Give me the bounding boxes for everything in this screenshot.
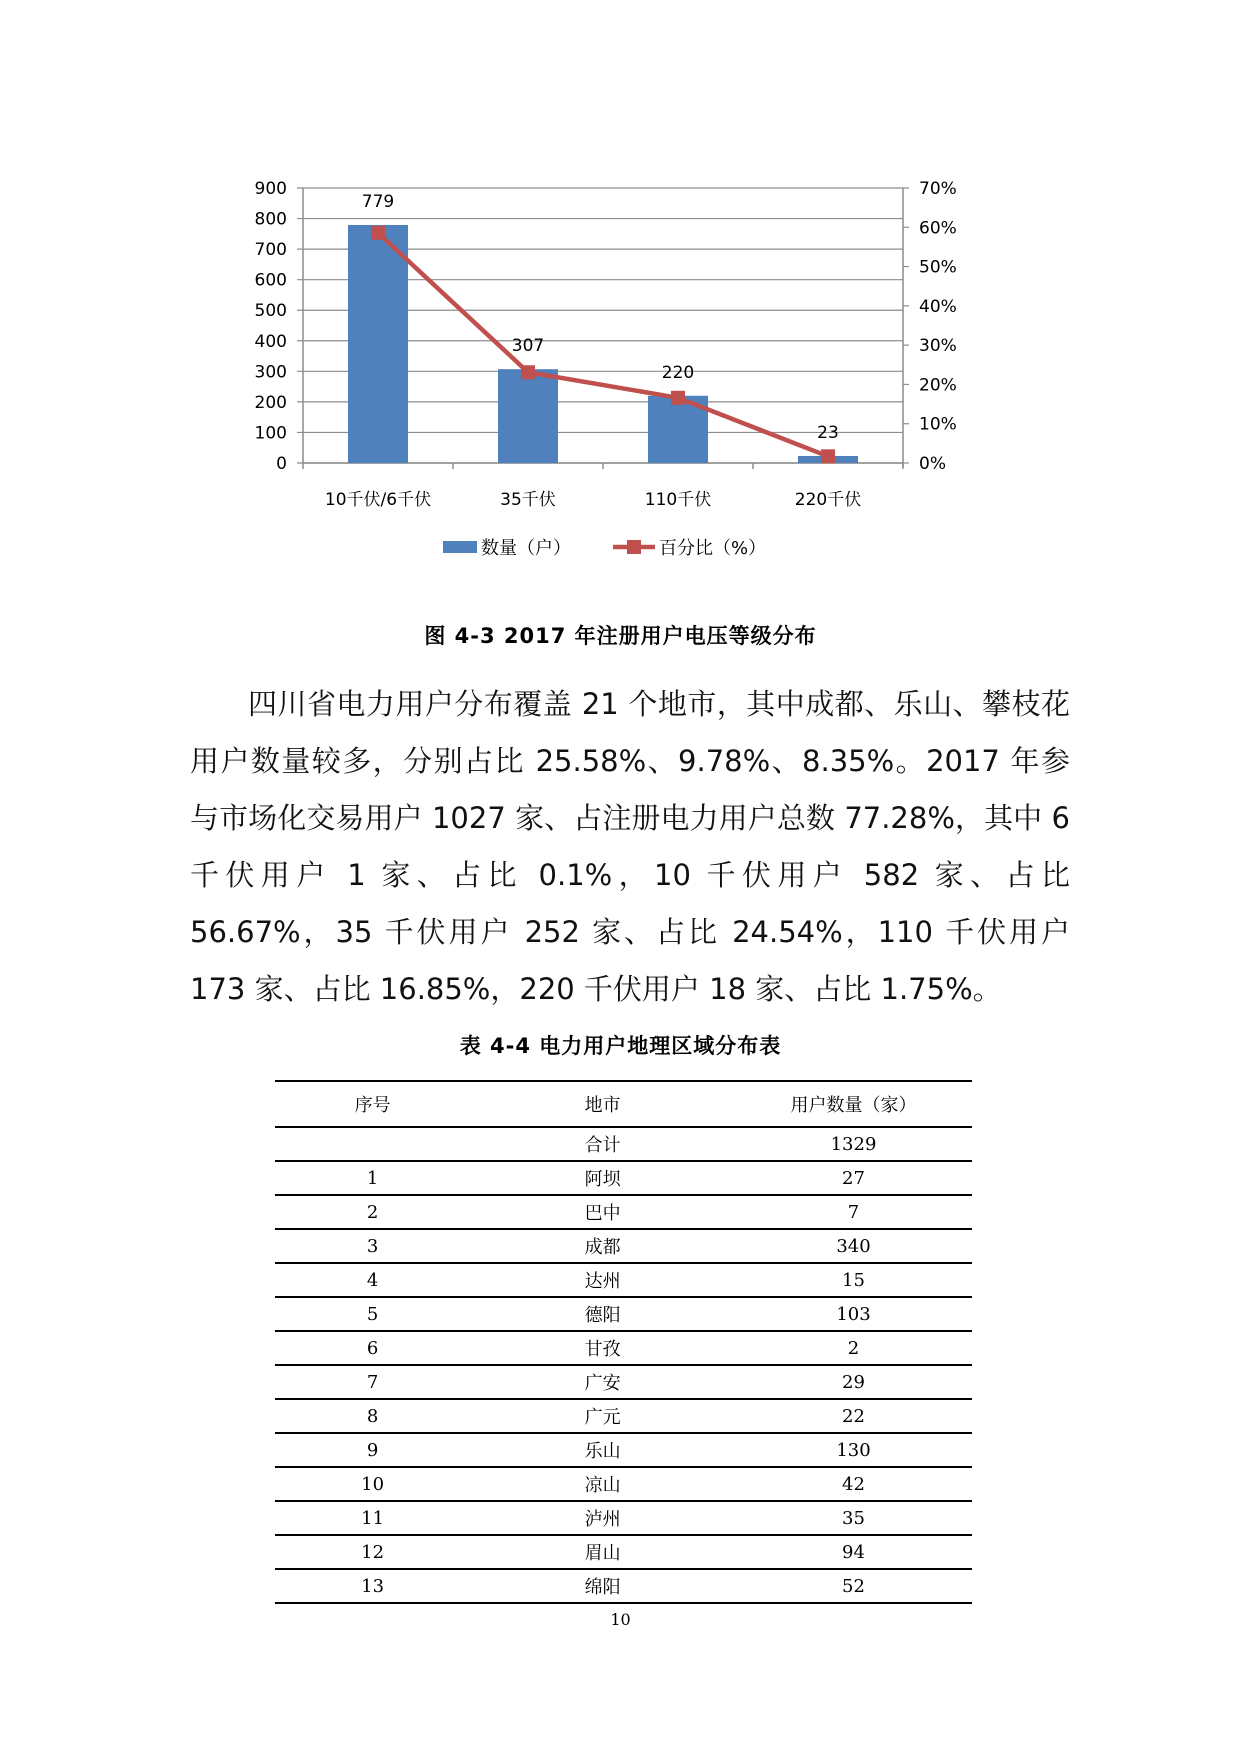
chart-canvas bbox=[0, 0, 1241, 600]
table-row bbox=[275, 1331, 972, 1365]
right-axis-tick: 70% bbox=[919, 179, 957, 199]
region-table-container bbox=[275, 1080, 972, 1604]
table-body bbox=[275, 1127, 972, 1603]
cell-seq: 11 bbox=[361, 1507, 385, 1529]
cell-seq: 4 bbox=[366, 1269, 379, 1291]
header-count: 用户数量（家） bbox=[790, 1095, 917, 1116]
table-row bbox=[275, 1195, 972, 1229]
cell-city: 巴中 bbox=[584, 1203, 621, 1224]
cell-seq: 2 bbox=[366, 1201, 379, 1223]
left-axis-tick: 200 bbox=[254, 392, 287, 413]
left-axis-tick: 600 bbox=[254, 270, 287, 291]
cell-city: 成都 bbox=[584, 1237, 621, 1258]
cell-count: 42 bbox=[842, 1473, 865, 1495]
percent-marker-2 bbox=[671, 391, 685, 405]
cell-count: 27 bbox=[842, 1167, 865, 1189]
x-category-label: 110千伏 bbox=[644, 490, 712, 510]
table-row bbox=[275, 1535, 972, 1569]
legend-line-label: 百分比（%） bbox=[659, 538, 767, 559]
cell-city: 乐山 bbox=[584, 1441, 621, 1462]
cell-seq: 12 bbox=[361, 1541, 385, 1563]
bar-1 bbox=[498, 369, 558, 463]
legend-bar-swatch bbox=[443, 541, 477, 553]
left-axis-tick: 800 bbox=[254, 209, 287, 230]
bar-data-label: 23 bbox=[817, 422, 839, 443]
table-row-total bbox=[275, 1127, 972, 1161]
cell-city: 广元 bbox=[584, 1407, 621, 1428]
table-caption: 表 4-4 电力用户地理区域分布表 bbox=[459, 1034, 782, 1058]
left-axis-tick: 100 bbox=[254, 423, 287, 444]
left-axis-tick: 400 bbox=[254, 331, 287, 352]
cell-city: 泸州 bbox=[584, 1509, 621, 1530]
table-row bbox=[275, 1263, 972, 1297]
left-axis-tick: 0 bbox=[276, 454, 287, 474]
left-axis-tick: 900 bbox=[254, 179, 287, 199]
cell-seq: 6 bbox=[366, 1337, 379, 1359]
cell-count: 2 bbox=[847, 1337, 860, 1359]
cell-seq: 1 bbox=[366, 1167, 379, 1189]
right-axis-tick: 60% bbox=[919, 218, 957, 239]
table-row bbox=[275, 1569, 972, 1603]
bar-data-label: 779 bbox=[361, 191, 395, 212]
percent-line bbox=[378, 233, 828, 457]
cell-seq: 7 bbox=[366, 1371, 379, 1393]
cell-seq: 9 bbox=[366, 1439, 379, 1461]
cell-count: 130 bbox=[836, 1439, 871, 1461]
cell-count: 1329 bbox=[830, 1133, 877, 1155]
cell-count: 29 bbox=[842, 1371, 865, 1393]
cell-count: 35 bbox=[842, 1507, 865, 1529]
right-axis-tick: 30% bbox=[919, 336, 957, 357]
bar-data-label: 220 bbox=[661, 362, 695, 383]
header-city: 地市 bbox=[584, 1095, 621, 1116]
table-header-row bbox=[275, 1081, 972, 1127]
x-category-label: 35千伏 bbox=[500, 490, 556, 510]
region-distribution-table bbox=[275, 1080, 972, 1604]
left-axis-tick: 500 bbox=[254, 301, 287, 322]
page-number: 10 bbox=[610, 1610, 631, 1629]
cell-seq: 8 bbox=[366, 1405, 379, 1427]
cell-count: 340 bbox=[836, 1235, 871, 1257]
table-row bbox=[275, 1365, 972, 1399]
right-axis-tick: 50% bbox=[919, 257, 957, 278]
cell-city: 眉山 bbox=[584, 1543, 621, 1564]
header-seq: 序号 bbox=[354, 1095, 391, 1116]
x-category-label: 10千伏/6千伏 bbox=[324, 490, 432, 510]
table-row bbox=[275, 1161, 972, 1195]
cell-count: 7 bbox=[847, 1201, 860, 1223]
paragraph-text: 四川省电力用户分布覆盖 21 个地市，其中成都、乐山、攀枝花用户数量较多，分别占比 25.58%、9.78%、8.35%。2017 年参与市场化交易用户 1027 家、占注册电力用户总数 77.28%，其中 6 千伏用户 1 家、占比 0.1%，10 千伏用户 582 家、占比 56.67%，35 千伏用户 252 家、占比 24.54%，110 千伏用户 173 家、占比 16.85%，220 千伏用户 18 家、占比 1.75%。 bbox=[190, 687, 1070, 1006]
table-row bbox=[275, 1399, 972, 1433]
table-row bbox=[275, 1433, 972, 1467]
cell-seq bbox=[275, 1127, 470, 1161]
cell-city: 广安 bbox=[584, 1373, 621, 1394]
right-axis-tick: 40% bbox=[919, 296, 957, 317]
table-row bbox=[275, 1229, 972, 1263]
right-axis-tick: 0% bbox=[919, 454, 946, 474]
body-paragraph bbox=[190, 676, 1070, 1018]
table-row bbox=[275, 1467, 972, 1501]
cell-city: 阿坝 bbox=[584, 1169, 621, 1190]
cell-count: 94 bbox=[842, 1541, 865, 1563]
combo-chart bbox=[0, 0, 1241, 600]
cell-city: 甘孜 bbox=[584, 1339, 621, 1360]
cell-city: 德阳 bbox=[584, 1305, 621, 1326]
table-row bbox=[275, 1501, 972, 1535]
cell-city: 合计 bbox=[584, 1135, 621, 1156]
cell-city: 凉山 bbox=[584, 1475, 621, 1496]
percent-marker-0 bbox=[371, 226, 385, 240]
legend-bar-label: 数量（户） bbox=[481, 538, 571, 559]
right-axis-tick: 10% bbox=[919, 414, 957, 435]
x-category-label: 220千伏 bbox=[794, 490, 862, 510]
cell-seq: 10 bbox=[361, 1473, 385, 1495]
bar-0 bbox=[348, 225, 408, 463]
cell-city: 达州 bbox=[584, 1271, 621, 1292]
right-axis-tick: 20% bbox=[919, 375, 957, 396]
cell-seq: 3 bbox=[366, 1235, 379, 1257]
figure-caption: 图 4-3 2017 年注册用户电压等级分布 bbox=[424, 624, 817, 648]
percent-marker-1 bbox=[521, 365, 535, 379]
bar-data-label: 307 bbox=[511, 336, 545, 357]
cell-count: 103 bbox=[836, 1303, 871, 1325]
cell-city: 绵阳 bbox=[584, 1577, 621, 1598]
percent-marker-3 bbox=[821, 449, 835, 463]
left-axis-tick: 300 bbox=[254, 362, 287, 383]
cell-seq: 13 bbox=[361, 1575, 385, 1597]
cell-count: 52 bbox=[842, 1575, 865, 1597]
left-axis-tick: 700 bbox=[254, 240, 287, 261]
cell-count: 15 bbox=[842, 1269, 865, 1291]
cell-count: 22 bbox=[842, 1405, 865, 1427]
table-row bbox=[275, 1297, 972, 1331]
cell-seq: 5 bbox=[366, 1303, 379, 1325]
legend-line-marker bbox=[627, 540, 641, 554]
